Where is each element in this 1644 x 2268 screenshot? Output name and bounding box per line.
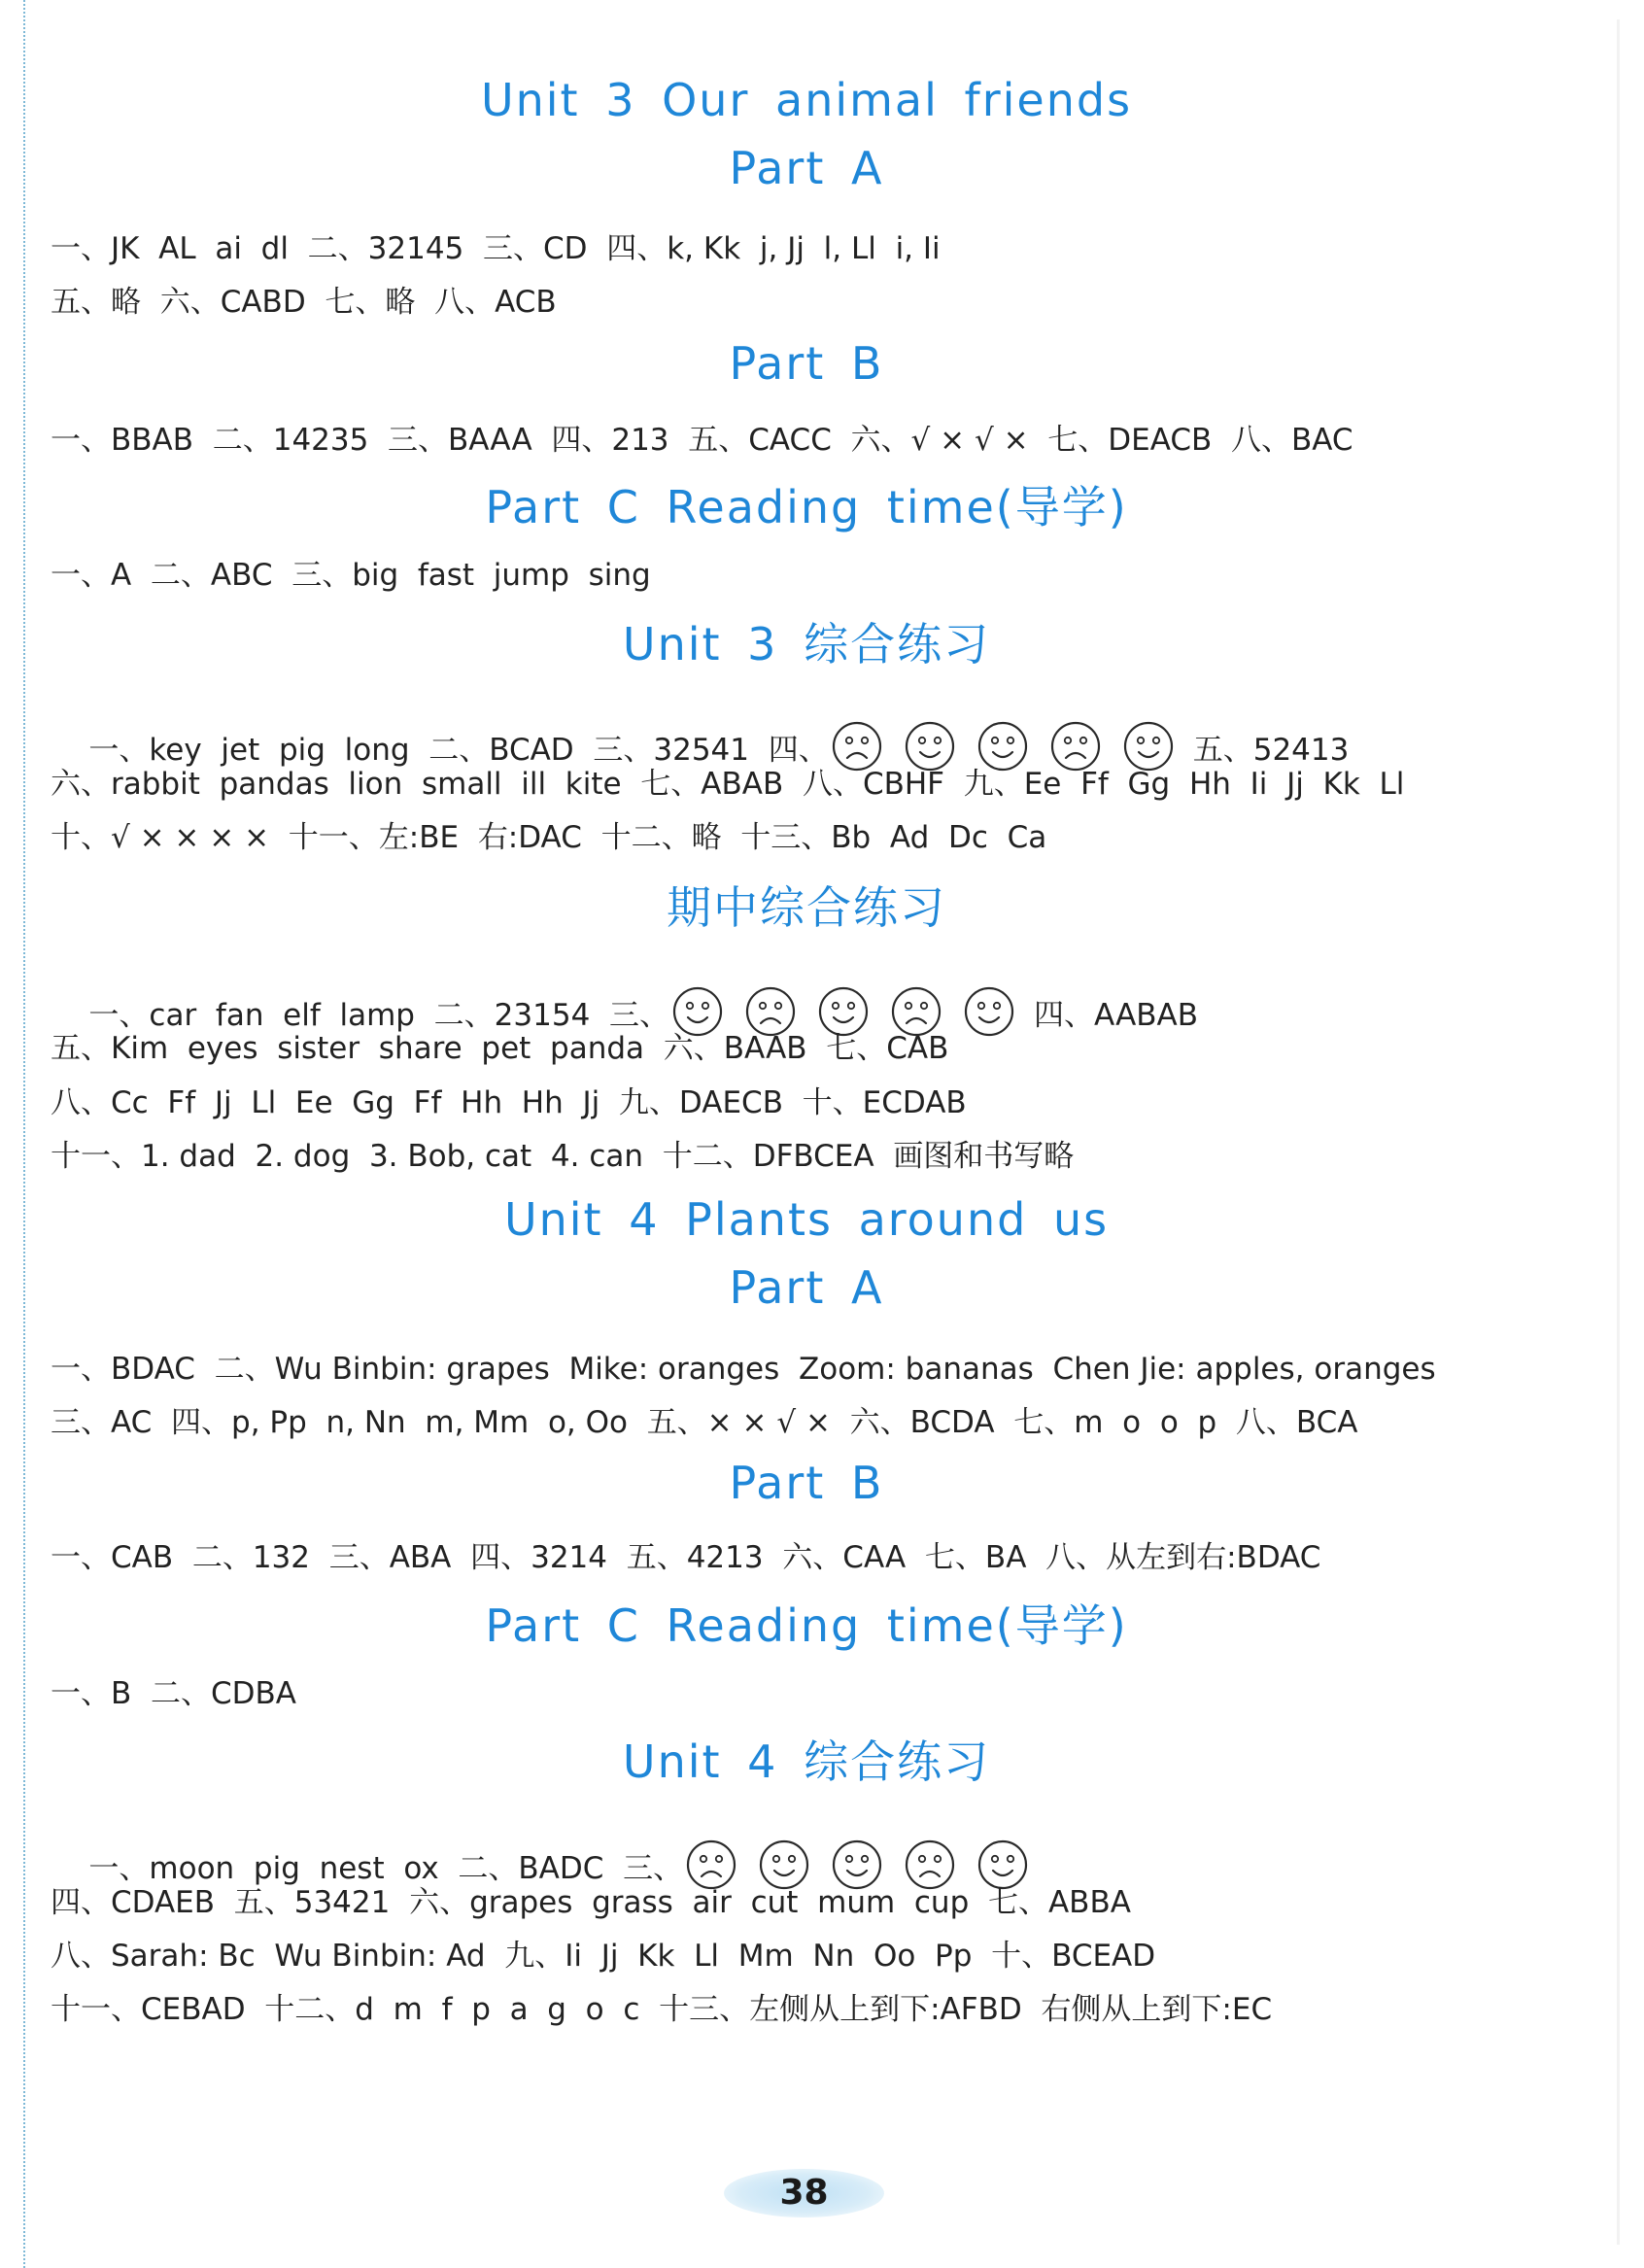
section-title-midterm-review: 期中综合练习 [667, 881, 946, 934]
answer-line: 一、B 二、CDBA [51, 1676, 296, 1711]
answer-line: 一、BBAB 二、14235 三、BAAA 四、213 五、CACC 六、√ × √ × 七、DEACB 八、BAC [51, 423, 1353, 458]
answer-text: 五、52413 [1192, 732, 1350, 768]
page-number: 38 [779, 2173, 829, 2213]
answer-line: 一、JK AL ai dl 二、32145 三、CD 四、k, Kk j, Jj l, Ll i, Ii [51, 231, 941, 266]
answer-line: 八、Sarah: Bc Wu Binbin: Ad 九、Ii Jj Kk Ll Mm Nn Oo Pp 十、BCEAD [51, 1939, 1156, 1974]
answer-text: 一、moon pig nest ox 二、BADC 三、 [88, 1850, 684, 1886]
answer-text: 一、car fan elf lamp 二、23154 三、 [88, 997, 670, 1033]
answer-text: 四、AABAB [1034, 997, 1199, 1033]
answer-line: 五、Kim eyes sister share pet panda 六、BAAB 七、CAB [51, 1031, 949, 1066]
answer-line: 三、AC 四、p, Pp n, Nn m, Mm o, Oo 五、× × √ × 六、BCDA 七、m o o p 八、BCA [51, 1405, 1358, 1440]
answer-line: 十一、1. dad 2. dog 3. Bob, cat 4. can 十二、DFBCEA 画图和书写略 [51, 1139, 1075, 1174]
answer-line: 十一、CEBAD 十二、d m f p a g o c 十三、左侧从上到下:AFBD 右侧从上到下:EC [51, 1992, 1273, 2027]
section-title-unit3-part-c: Part C Reading time(导学) [485, 481, 1128, 533]
answer-line: 八、Cc Ff Jj Ll Ee Gg Ff Hh Hh Jj 九、DAECB 十、ECDAB [51, 1085, 967, 1120]
happy-face-icon [963, 985, 1015, 1038]
answer-line: 一、A 二、ABC 三、big fast jump sing [51, 558, 651, 593]
answer-line: 一、CAB 二、132 三、ABA 四、3214 五、4213 六、CAA 七、BA 八、从左到右:BDAC [51, 1540, 1321, 1575]
page-number-badge [724, 2169, 884, 2217]
section-title-unit4-part-a: Part A [729, 1261, 884, 1314]
section-title-unit3-part-a: Part A [729, 142, 884, 194]
section-title-unit3-part-b: Part B [729, 337, 884, 390]
answer-line: 一、BDAC 二、Wu Binbin: grapes Mike: oranges Zoom: bananas Chen Jie: apples, oranges [51, 1352, 1436, 1387]
answer-line: 六、rabbit pandas lion small ill kite 七、ABAB 八、CBHF 九、Ee Ff Gg Hh Ii Jj Kk Ll [51, 767, 1405, 802]
section-title-unit4-review: Unit 4 综合练习 [622, 1735, 991, 1788]
section-title-unit3-review: Unit 3 综合练习 [622, 618, 991, 670]
section-title-unit4-part-c: Part C Reading time(导学) [485, 1599, 1128, 1652]
section-title-unit4: Unit 4 Plants around us [503, 1193, 1110, 1246]
section-title-unit4-part-b: Part B [729, 1457, 884, 1509]
answer-line: 五、略 六、CABD 七、略 八、ACB [51, 285, 557, 320]
answer-text: 一、key jet pig long 二、BCAD 三、32541 四、 [88, 732, 829, 768]
section-title-unit3: Unit 3 Our animal friends [480, 74, 1133, 126]
answer-line: 四、CDAEB 五、53421 六、grapes grass air cut mum cup 七、ABBA [51, 1885, 1131, 1920]
answer-line: 十、√ × × × × 十一、左:BE 右:DAC 十二、略 十三、Bb Ad Dc Ca [51, 820, 1047, 855]
